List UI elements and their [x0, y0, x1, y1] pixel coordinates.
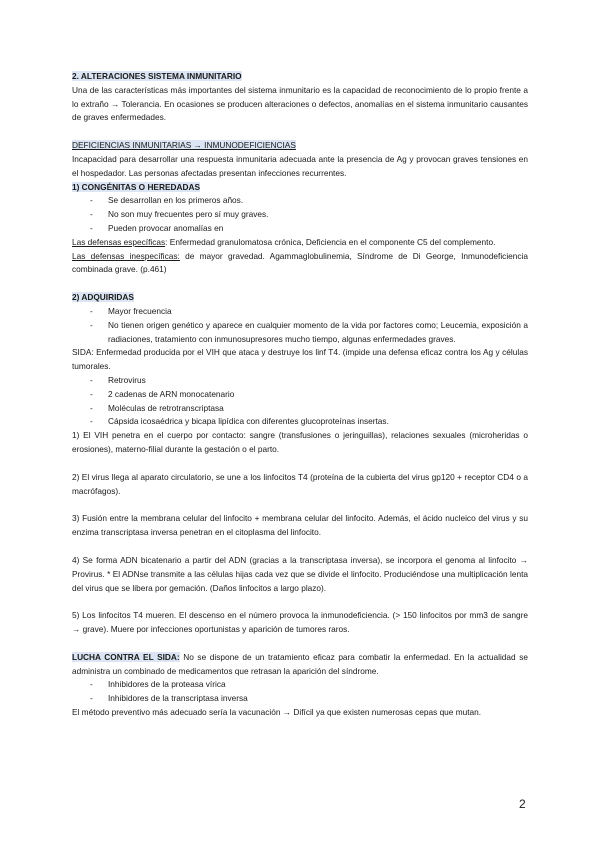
- inespecificas-paragraph: [72, 250, 528, 278]
- lucha-text: No se dispone de un tratamiento eficaz para combatir la enfermedad. En la actualidad se administra un combinado de medicamentos que retrasan la aparición del síndrome.: [72, 651, 528, 676]
- step-1: 1) El VIH penetra en el cuerpo por contacto: sangre (transfusiones o jeringuillas), relaciones sexuales (microheridas o erosiones), materno-filial durante la gestación o el parto.: [72, 430, 528, 454]
- page-number: 2: [519, 797, 526, 811]
- inespecificas-text: de mayor gravedad. Agammaglobulinemia, Síndrome de Di George, Inmunodeficiencia combinada grave. (p.461): [72, 250, 528, 275]
- section-title: [72, 70, 528, 84]
- section-title-text: 2. ALTERACIONES SISTEMA INMUNITARIO: [72, 71, 242, 81]
- intro-paragraph: Una de las características más importantes del sistema inmunitario es la capacidad de reconocimiento de lo propio frente a lo extraño → Tolerancia. En ocasiones se producen alteraciones o defectos, anomalías en el sistema inmunitario causantes de graves enfermedades.: [72, 84, 528, 123]
- list-item: - No tienen origen genético y aparece en cualquier momento de la vida por factores como; Leucemia, exposición a radiaciones, tratamiento con inmunosupresores mucho tiempo, algunas enfermedades graves.: [72, 319, 528, 347]
- lucha-list: [72, 678, 528, 706]
- deficiencias-heading: [72, 139, 528, 153]
- list-item: - Cápsida icosaédrica y bicapa lipídica con diferentes glucoproteínas insertas.: [72, 415, 528, 429]
- step-5: 5) Los linfocitos T4 mueren. El descenso en el número provoca la inmunodeficiencia. (> 150 linfocitos por mm3 de sangre → grave). Muere por infecciones oportunistas y aparición de tumores raros.: [72, 610, 528, 635]
- list-item: - Se desarrollan en los primeros años.: [72, 194, 528, 208]
- especificas-label: Las defensas específicas: [72, 236, 166, 247]
- especificas-text: : Enfermedad granulomatosa crónica, Deficiencia en el componente C5 del complemento.: [165, 236, 496, 247]
- adquiridas-heading-text: 2) ADQUIRIDAS: [72, 292, 134, 303]
- congenitas-heading: [72, 181, 528, 195]
- lucha-paragraph: [72, 651, 528, 679]
- congenitas-heading-text: 1) CONGÉNITAS O HEREDADAS: [72, 181, 200, 192]
- step-4: 4) Se forma ADN bicatenario a partir del ADN (gracias a la transcriptasa inversa), se incorpora el genoma al linfocito → Provirus. * El ADNse transmite a las células hijas cada vez que se divide el linfocito. Produciéndose una multiplicación lenta del virus que se libera por gemación. (Daños linfocitos a largo plazo).: [72, 554, 528, 593]
- list-item: - Inhibidores de la proteasa vírica: [72, 678, 528, 692]
- sida-paragraph: SIDA: Enfermedad producida por el VIH que ataca y destruye los linf T4. (impide una defensa eficaz contra los Ag y células tumorales.: [72, 347, 528, 372]
- adquiridas-heading: [72, 291, 528, 305]
- list-item: - Inhibidores de la transcriptasa inversa: [72, 692, 528, 706]
- list-item: - Mayor frecuencia: [72, 305, 528, 319]
- closing-paragraph: El método preventivo más adecuado sería la vacunación → Difícil ya que existen numerosas cepas que mutan.: [72, 707, 482, 718]
- list-item: - Moléculas de retrotranscriptasa: [72, 402, 528, 416]
- especificas-paragraph: [72, 236, 528, 250]
- deficiencias-heading-text: DEFICIENCIAS INMUNITARIAS → INMUNODEFICIENCIAS: [72, 140, 296, 151]
- inespecificas-label: Las defensas inespecíficas:: [72, 250, 180, 261]
- list-item: - 2 cadenas de ARN monocatenario: [72, 388, 528, 402]
- vih-list: [72, 374, 528, 429]
- congenitas-list: [72, 194, 528, 235]
- adquiridas-list: [72, 305, 528, 346]
- step-2: 2) El virus llega al aparato circulatorio, se une a los linfocitos T4 (proteína de la cubierta del virus gp120 + receptor CD4 o a macrófagos).: [72, 471, 528, 496]
- step-3: 3) Fusión entre la membrana celular del linfocito + membrana celular del linfocito. Además, el ácido nucleico del virus y su enzima transcriptasa inversa penetran en el citoplasma del linfocito.: [72, 513, 528, 538]
- lucha-heading: LUCHA CONTRA EL SIDA:: [72, 651, 180, 662]
- deficiencias-paragraph: Incapacidad para desarrollar una respuesta inmunitaria adecuada ante la presencia de Ag y provocan graves tensiones en el hospedador. Las personas afectadas presentan infecciones recurrentes.: [72, 153, 528, 178]
- document-page: [72, 70, 528, 720]
- list-item: - No son muy frecuentes pero sí muy graves.: [72, 208, 528, 222]
- list-item: - Retrovirus: [72, 374, 528, 388]
- list-item: - Pueden provocar anomalías en: [72, 222, 528, 236]
